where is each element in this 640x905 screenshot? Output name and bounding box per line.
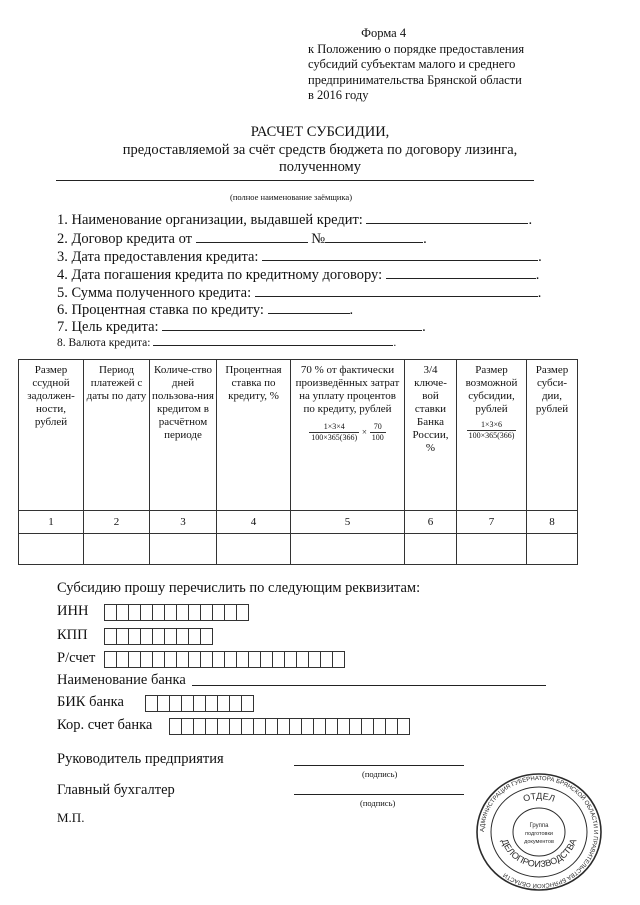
table-col-number: 6 xyxy=(405,511,457,534)
corr-account-label: Кор. счет банка xyxy=(57,717,153,733)
table-col-number: 3 xyxy=(150,511,217,534)
header-line-3: предпринимательства Брянской области xyxy=(308,72,522,87)
item-2-date-blank xyxy=(196,230,308,243)
inn-field[interactable] xyxy=(104,604,248,620)
header-line-2: субсидий субъектам малого и среднего xyxy=(308,57,516,71)
formula-col5: $\frac{1\times 3\times 4}{100\times 365(366)}$ × $\frac{70}{100}$ xyxy=(311,422,384,442)
kpp-field[interactable] xyxy=(104,628,212,644)
item-4-blank xyxy=(386,266,536,279)
bank-name-label: Наименование банка xyxy=(57,672,186,688)
accountant-signature-caption: (подпись) xyxy=(360,798,396,808)
table-col-number: 5 xyxy=(291,511,405,534)
char-box[interactable] xyxy=(397,718,410,735)
item-5 xyxy=(57,284,541,302)
item-6-blank xyxy=(268,301,350,314)
bank-name-field[interactable] xyxy=(192,685,546,686)
table-cell[interactable] xyxy=(405,534,457,565)
table-number-row xyxy=(19,511,578,534)
char-box[interactable] xyxy=(200,628,213,645)
item-6 xyxy=(57,301,353,319)
item-5-end: . xyxy=(537,285,542,301)
header-line-4: в 2016 году xyxy=(308,88,369,102)
borrower-name-caption: (полное наименование заёмщика) xyxy=(230,192,353,202)
table-cell[interactable] xyxy=(150,534,217,565)
item-2-end: . xyxy=(423,231,427,247)
table-header-row xyxy=(19,360,578,511)
table-header-cell: Период платежей с даты по дату xyxy=(84,360,150,511)
inn-label: ИНН xyxy=(57,603,89,619)
item-3 xyxy=(57,248,542,266)
header-line-1: к Положению о порядке предоставления xyxy=(308,41,525,56)
stamp-outer-text: АДМИНИСТРАЦИЯ ГУБЕРНАТОРА БРЯНСКОЙ ОБЛАСТИ И ПРАВИТЕЛЬСТВА БРЯНСКОЙ ОБЛАСТИ xyxy=(479,775,599,889)
stamp-dept-bottom: ДЕЛОПРОИЗВОДСТВА xyxy=(499,837,579,870)
item-1-label: 1. Наименование организации, выдавшей кредит: xyxy=(57,212,363,228)
svg-text:ОТДЕЛ xyxy=(522,791,556,804)
item-7-blank xyxy=(162,318,422,331)
item-8 xyxy=(57,335,396,349)
table-col-number: 8 xyxy=(527,511,578,534)
table-header-cell: Процентная ставка по кредиту, % xyxy=(217,360,291,511)
bik-label: БИК банка xyxy=(57,694,124,710)
account-label: Р/счет xyxy=(57,650,96,666)
table-header-cell: Размер ссудной задолжен-ности, рублей xyxy=(19,360,84,511)
table-cell[interactable] xyxy=(527,534,578,565)
item-8-label: 8. Валюта кредита: xyxy=(57,337,151,349)
table-col-number: 1 xyxy=(19,511,84,534)
accountant-signature-label: Главный бухгалтер xyxy=(57,782,175,798)
table-row xyxy=(19,534,578,565)
char-box[interactable] xyxy=(236,604,249,621)
stamp-center-line-2: подготовки xyxy=(525,831,553,837)
kpp-label: КПП xyxy=(57,627,88,643)
item-1 xyxy=(57,211,532,229)
table-cell[interactable] xyxy=(457,534,527,565)
seal-place-label: М.П. xyxy=(57,810,85,825)
stamp-center-line-1: Группа xyxy=(529,823,549,829)
stamp-center-line-3: документов xyxy=(524,839,554,845)
item-2 xyxy=(57,230,427,248)
corr-account-field[interactable] xyxy=(169,718,409,734)
item-5-label: 5. Сумма полученного кредита: xyxy=(57,285,252,301)
table-header-cell: 70 % от фактически произведённых затрат на уплату процентов по кредиту, рублей $\frac{1\times 3\times 4}{100\times 365(366)}$ × $\frac{70}{100}$ xyxy=(291,360,405,511)
table-cell[interactable] xyxy=(217,534,291,565)
item-3-blank xyxy=(262,248,538,261)
form-number: Форма 4 xyxy=(361,26,407,40)
item-8-blank xyxy=(153,335,393,346)
item-4 xyxy=(57,266,539,284)
item-5-blank xyxy=(255,284,538,297)
table-header-cell: Количе-ство дней пользова-ния кредитом в расчётном периоде xyxy=(150,360,217,511)
bik-field[interactable] xyxy=(145,695,253,711)
accountant-signature-line[interactable] xyxy=(294,794,464,795)
stamp-dept-top: ОТДЕЛ xyxy=(521,790,557,804)
document-title: РАСЧЕТ СУБСИДИИ, xyxy=(250,124,390,140)
item-4-label: 4. Дата погашения кредита по кредитному договору: xyxy=(57,267,383,283)
item-3-label: 3. Дата предоставления кредита: xyxy=(57,249,259,265)
head-signature-label: Руководитель предприятия xyxy=(57,751,224,767)
table-cell[interactable] xyxy=(19,534,84,565)
table-col-number: 2 xyxy=(84,511,150,534)
item-7-end: . xyxy=(422,319,426,335)
item-1-end: . xyxy=(528,212,533,228)
item-2-number-sign: № xyxy=(311,231,326,247)
account-field[interactable] xyxy=(104,651,344,667)
item-1-blank xyxy=(366,211,528,224)
table-col-number: 4 xyxy=(217,511,291,534)
table-cell[interactable] xyxy=(291,534,405,565)
item-8-end: . xyxy=(393,337,397,349)
item-4-end: . xyxy=(535,267,540,283)
table-cell[interactable] xyxy=(84,534,150,565)
item-2-number-blank xyxy=(325,230,423,243)
borrower-name-line xyxy=(56,180,534,181)
table-header-cell: Размер возможной субсидии, рублей $\frac{1\times 3\times 6}{100\times 365(366)}$ xyxy=(457,360,527,511)
document-subtitle-2: полученному xyxy=(279,159,361,175)
table-col-number: 7 xyxy=(457,511,527,534)
head-signature-line[interactable] xyxy=(294,765,464,766)
item-2-label: 2. Договор кредита от xyxy=(57,231,192,247)
subsidy-table xyxy=(18,359,578,565)
department-stamp xyxy=(474,772,604,892)
table-header-cell: 3/4 ключе-вой ставки Банка России, % xyxy=(405,360,457,511)
char-box[interactable] xyxy=(241,695,254,712)
item-7-label: 7. Цель кредита: xyxy=(57,319,159,335)
formula-col7: $\frac{1\times 3\times 6}{100\times 365(366)}$ xyxy=(468,420,515,440)
form-header xyxy=(308,26,524,104)
char-box[interactable] xyxy=(332,651,345,668)
document-subtitle-1: предоставляемой за счёт средств бюджета по договору лизинга, xyxy=(122,142,518,158)
item-6-label: 6. Процентная ставка по кредиту: xyxy=(57,302,264,318)
requisites-intro: Субсидию прошу перечислить по следующим реквизитам: xyxy=(57,580,421,596)
head-signature-caption: (подпись) xyxy=(362,769,398,779)
table-header-cell: Размер субси-дии, рублей xyxy=(527,360,578,511)
item-3-end: . xyxy=(538,249,542,265)
item-6-end: . xyxy=(349,302,354,318)
item-7 xyxy=(57,318,426,336)
